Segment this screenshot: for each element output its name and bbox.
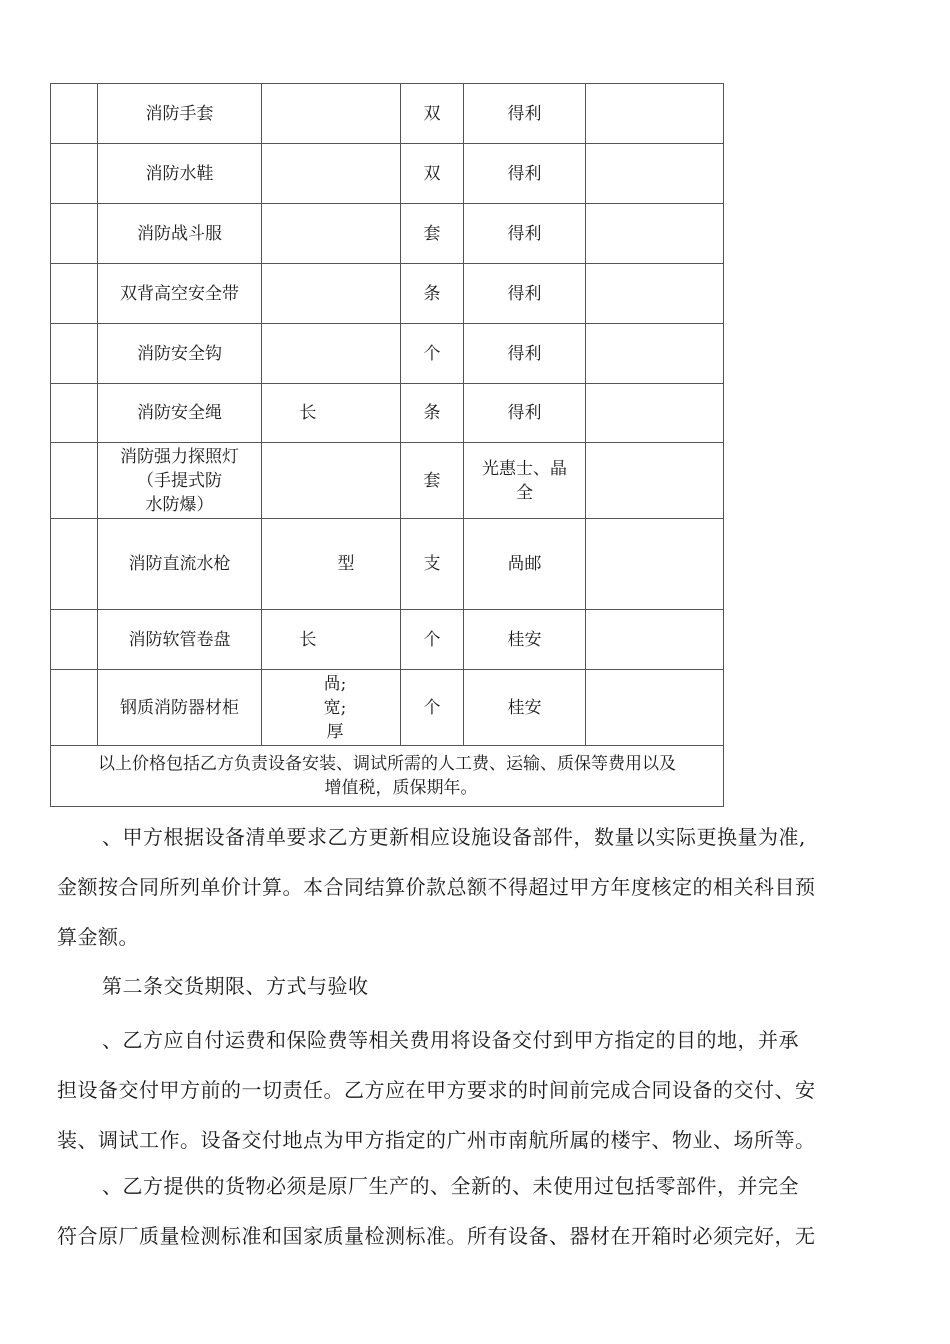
index-cell bbox=[51, 84, 98, 144]
item-spec bbox=[262, 264, 401, 324]
section-heading bbox=[57, 961, 887, 1011]
item-unit: 个 bbox=[401, 324, 464, 384]
table-row bbox=[51, 384, 724, 443]
item-unit: 个 bbox=[401, 670, 464, 746]
table-row bbox=[51, 324, 724, 384]
item-spec bbox=[262, 204, 401, 264]
item-unit: 套 bbox=[401, 204, 464, 264]
item-price bbox=[586, 670, 724, 746]
item-spec-line: 咼; bbox=[323, 673, 347, 694]
item-brand-line: 全 bbox=[516, 482, 533, 503]
item-spec bbox=[262, 84, 401, 144]
item-brand: 得利 bbox=[464, 84, 586, 144]
item-name-line: 消防强力探照灯 bbox=[120, 446, 239, 467]
paragraph-price-settlement bbox=[57, 812, 887, 962]
table-row bbox=[51, 443, 724, 519]
item-brand bbox=[464, 443, 586, 519]
item-spec: 长 bbox=[262, 384, 401, 443]
item-name: 消防直流水枪 bbox=[98, 519, 262, 610]
item-brand: 得利 bbox=[464, 384, 586, 443]
index-cell bbox=[51, 443, 98, 519]
item-unit: 双 bbox=[401, 144, 464, 204]
item-brand-line: 光惠士、晶 bbox=[482, 458, 567, 479]
item-name-line: 水防爆） bbox=[145, 494, 214, 515]
item-unit: 个 bbox=[401, 610, 464, 670]
item-brand: 得利 bbox=[464, 264, 586, 324]
paragraph-line: 、乙方提供的货物必须是原厂生产的、全新的、未使用过包括零部件，并完全 bbox=[102, 1174, 799, 1198]
item-spec-line: 厚 bbox=[326, 721, 344, 742]
item-brand: 得利 bbox=[464, 144, 586, 204]
item-unit: 条 bbox=[401, 384, 464, 443]
item-price bbox=[586, 84, 724, 144]
index-cell bbox=[51, 264, 98, 324]
index-cell bbox=[51, 519, 98, 610]
item-spec bbox=[262, 324, 401, 384]
item-brand: 咼邮 bbox=[464, 519, 586, 610]
table-row bbox=[51, 84, 724, 144]
item-spec bbox=[262, 670, 401, 746]
paragraph-quality bbox=[57, 1161, 887, 1261]
table-row bbox=[51, 610, 724, 670]
item-brand: 得利 bbox=[464, 204, 586, 264]
item-name: 消防战斗服 bbox=[98, 204, 262, 264]
item-name bbox=[98, 443, 262, 519]
paragraph-line: 、乙方应自付运费和保险费等相关费用将设备交付到甲方指定的目的地，并承 bbox=[102, 1028, 799, 1052]
item-price bbox=[586, 144, 724, 204]
item-price bbox=[586, 443, 724, 519]
index-cell bbox=[51, 144, 98, 204]
item-spec: 型 bbox=[262, 519, 401, 610]
paragraph-line: 、甲方根据设备清单要求乙方更新相应设施设备部件，数量以实际更换量为准, bbox=[102, 825, 806, 849]
item-name: 双背高空安全带 bbox=[98, 264, 262, 324]
item-brand: 桂安 bbox=[464, 670, 586, 746]
item-price bbox=[586, 264, 724, 324]
table-row bbox=[51, 519, 724, 610]
paragraph-line: 金额按合同所列单价计算。本合同结算价款总额不得超过甲方年度核定的相关科目预 bbox=[57, 875, 816, 899]
table-note-row bbox=[51, 746, 724, 807]
item-name-line: （手提式防 bbox=[137, 470, 222, 491]
equipment-table bbox=[50, 83, 724, 807]
index-cell bbox=[51, 204, 98, 264]
paragraph-line: 算金额。 bbox=[57, 925, 139, 949]
index-cell bbox=[51, 324, 98, 384]
table-note-line: 以上价格包括乙方负责设备安装、调试所需的人工费、运输、质保等费用以及 bbox=[98, 754, 676, 774]
index-cell bbox=[51, 610, 98, 670]
item-unit: 套 bbox=[401, 443, 464, 519]
item-unit: 支 bbox=[401, 519, 464, 610]
item-spec-line: 宽; bbox=[323, 697, 347, 718]
paragraph-line: 装、调试工作。设备交付地点为甲方指定的广州市南航所属的楼宇、物业、场所等。 bbox=[57, 1128, 816, 1152]
paragraph-line: 符合原厂质量检测标准和国家质量检测标准。所有设备、器材在开箱时必须完好，无 bbox=[57, 1224, 816, 1248]
paragraph-delivery bbox=[57, 1015, 887, 1165]
index-cell bbox=[51, 384, 98, 443]
table-row bbox=[51, 204, 724, 264]
paragraph-line: 担设备交付甲方前的一切责任。乙方应在甲方要求的时间前完成合同设备的交付、安 bbox=[57, 1078, 816, 1102]
item-price bbox=[586, 204, 724, 264]
table-row bbox=[51, 144, 724, 204]
table-row bbox=[51, 264, 724, 324]
item-brand: 得利 bbox=[464, 324, 586, 384]
table-row bbox=[51, 670, 724, 746]
item-spec bbox=[262, 144, 401, 204]
item-brand: 桂安 bbox=[464, 610, 586, 670]
item-name: 消防安全钩 bbox=[98, 324, 262, 384]
item-price bbox=[586, 384, 724, 443]
item-name: 钢质消防器材柜 bbox=[98, 670, 262, 746]
item-spec: 长 bbox=[262, 610, 401, 670]
item-unit: 条 bbox=[401, 264, 464, 324]
item-price bbox=[586, 519, 724, 610]
item-name: 消防水鞋 bbox=[98, 144, 262, 204]
item-name: 消防安全绳 bbox=[98, 384, 262, 443]
item-price bbox=[586, 324, 724, 384]
heading-text: 第二条交货期限、方式与验收 bbox=[102, 974, 369, 998]
item-name: 消防手套 bbox=[98, 84, 262, 144]
table-note bbox=[51, 746, 724, 807]
item-spec bbox=[262, 443, 401, 519]
index-cell bbox=[51, 670, 98, 746]
table-note-line: 增值税，质保期年。 bbox=[324, 778, 478, 798]
item-price bbox=[586, 610, 724, 670]
item-name: 消防软管卷盘 bbox=[98, 610, 262, 670]
item-unit: 双 bbox=[401, 84, 464, 144]
